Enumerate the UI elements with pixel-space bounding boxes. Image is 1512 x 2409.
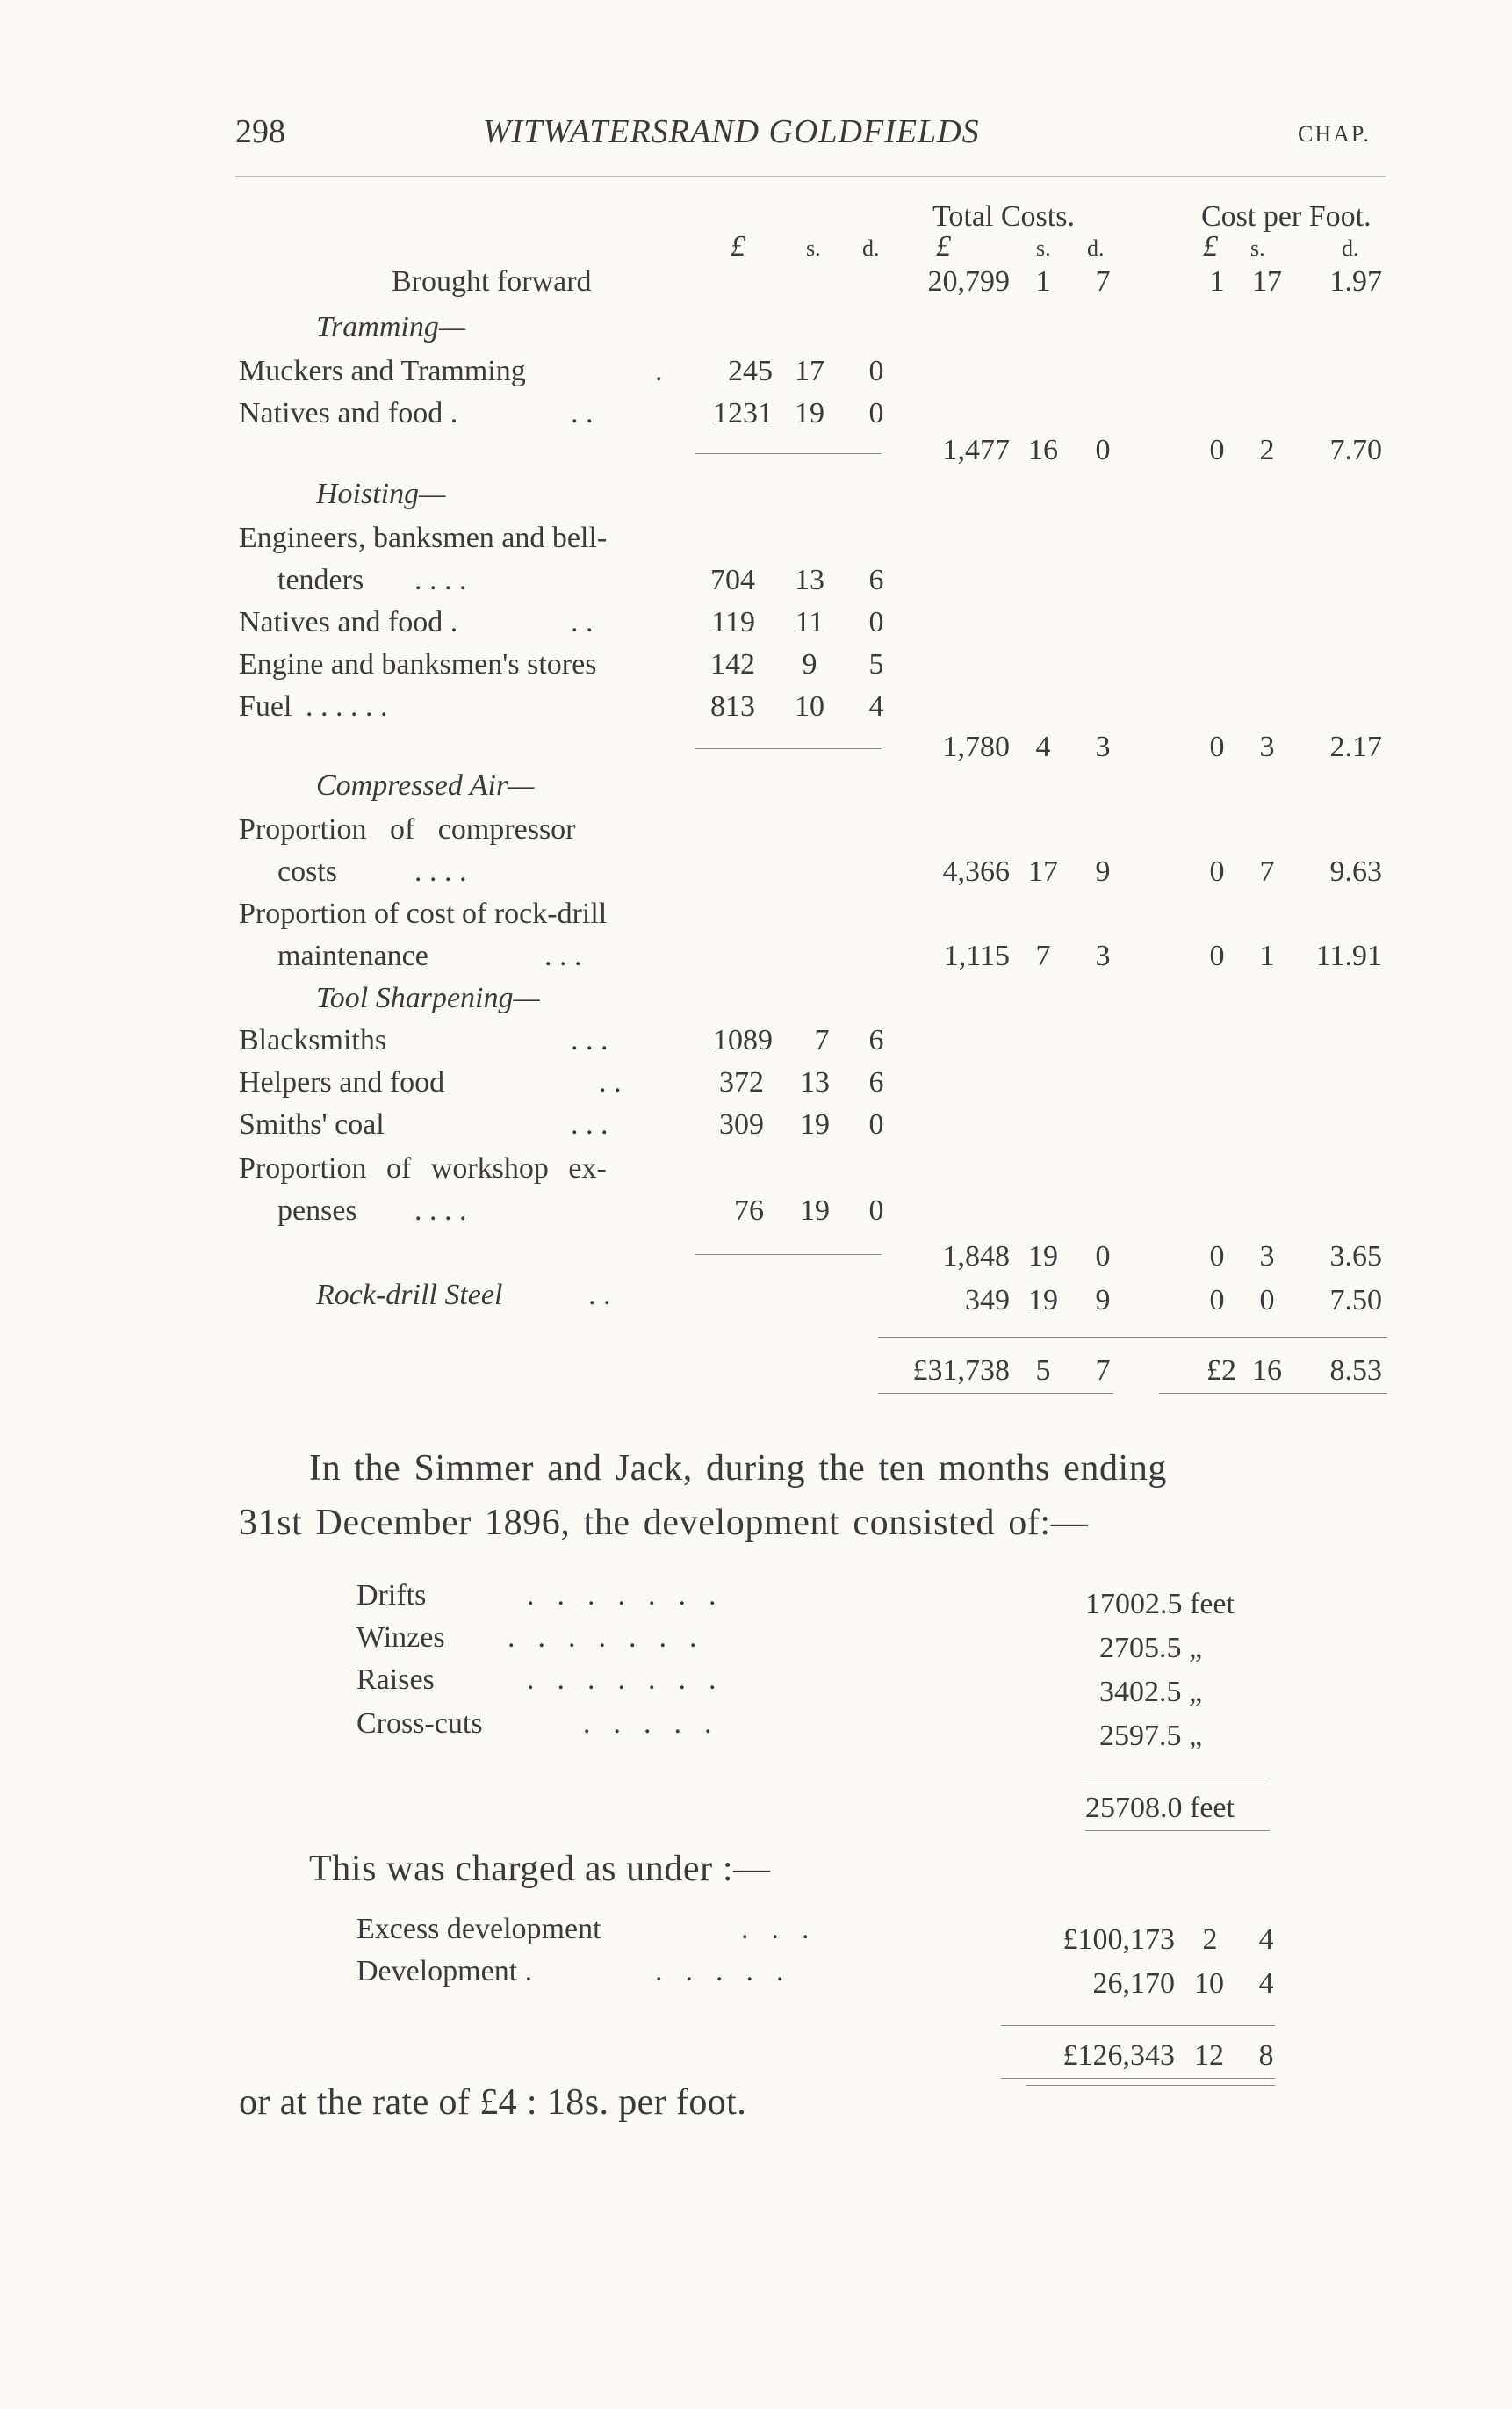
header-rule — [235, 176, 1386, 177]
hoisting-heading: Hoisting— — [316, 478, 446, 510]
steel-pf-pounds: 0 — [1209, 1284, 1225, 1316]
grand-total-pence: 7 — [1095, 1354, 1111, 1387]
col-pound-foot: £ — [1203, 230, 1218, 263]
compressed-air-pf-shillings: 7 — [1259, 855, 1275, 888]
col-shillings: s. — [806, 235, 821, 261]
steel-pf-pence: 7.50 — [1329, 1284, 1382, 1316]
grand-pf-shillings: 16 — [1252, 1354, 1282, 1387]
paragraph-1-line2: 31st December 1896, the development consisted of:— — [239, 1503, 1089, 1543]
hoisting-item-pence: 6 — [868, 564, 884, 596]
hoisting-item-pounds: 813 — [710, 690, 755, 723]
tool-item-pounds: 372 — [719, 1066, 764, 1099]
tramming-item-label: Natives and food . — [239, 397, 458, 429]
tramming-item-pence: 0 — [868, 397, 884, 429]
steel-total-pounds: 349 — [965, 1284, 1010, 1316]
charge-pounds: 26,170 — [1092, 1967, 1175, 2000]
development-dots: ....... — [508, 1621, 720, 1654]
grand-pf-pence: 8.53 — [1329, 1354, 1382, 1387]
hoisting-item-shillings: 9 — [802, 648, 817, 681]
hoisting-item-label: Fuel — [239, 690, 292, 723]
hoisting-item-dots: . . . . — [414, 564, 467, 596]
compressed-air-total-pence: 9 — [1095, 855, 1111, 888]
brought-forward-label: Brought forward — [392, 265, 592, 298]
tramming-pf-pence: 7.70 — [1329, 434, 1382, 466]
hoisting-item-pence: 0 — [868, 606, 884, 638]
workshop-pounds: 76 — [734, 1194, 764, 1227]
col-pound-total: £ — [936, 230, 951, 263]
development-value: 3402.5 „ — [1099, 1676, 1203, 1708]
tool-item-pounds: 309 — [719, 1108, 764, 1141]
hoisting-item-pounds: 119 — [711, 606, 755, 638]
tramming-item-dots: . — [655, 355, 663, 387]
development-label: Raises — [356, 1663, 435, 1696]
workshop-dots: . . . . — [414, 1194, 467, 1227]
charge-dots: ..... — [655, 1955, 807, 1987]
brought-forward-pf-shillings: 17 — [1252, 265, 1282, 298]
tool-pf-pence: 3.65 — [1329, 1240, 1382, 1273]
tool-pf-shillings: 3 — [1259, 1240, 1275, 1273]
rock-drill-total-shillings: 7 — [1035, 940, 1051, 972]
hoisting-item-pounds: 704 — [710, 564, 755, 596]
paragraph-2: This was charged as under :— — [309, 1849, 771, 1889]
rock-drill-pf-shillings: 1 — [1259, 940, 1275, 972]
col-pound: £ — [731, 230, 745, 263]
development-label: Cross-cuts — [356, 1707, 483, 1740]
development-label: Drifts — [356, 1579, 427, 1612]
col-shillings-foot: s. — [1250, 235, 1265, 261]
tool-subtotal-rule — [695, 1254, 882, 1255]
tool-item-pence: 0 — [868, 1108, 884, 1141]
tramming-item-label: Muckers and Tramming — [239, 355, 526, 387]
col-pence-foot: d. — [1342, 235, 1359, 261]
development-dots: ....... — [527, 1663, 739, 1696]
brought-forward-pounds: 20,799 — [927, 265, 1010, 298]
tool-total-pence: 0 — [1095, 1240, 1111, 1273]
tramming-subtotal-rule — [695, 453, 882, 454]
charge-label: Excess development — [356, 1913, 601, 1945]
development-total-underline — [1085, 1830, 1270, 1831]
hoisting-item-shillings: 11 — [795, 606, 824, 638]
tramming-item-shillings: 17 — [795, 355, 824, 387]
tramming-heading: Tramming— — [316, 311, 466, 343]
col-pence: d. — [862, 235, 880, 261]
compressed-air-line1: Proportion of compressor — [239, 813, 576, 846]
col-total-costs: Total Costs. — [932, 200, 1075, 233]
hoisting-item-shillings: 10 — [795, 690, 824, 723]
col-pence-total: d. — [1087, 235, 1105, 261]
hoisting-item-shillings: 13 — [795, 564, 824, 596]
tool-sharpening-heading: Tool Sharpening— — [316, 982, 540, 1014]
tool-item-shillings: 13 — [800, 1066, 830, 1099]
brought-forward-pf-pounds: 1 — [1209, 265, 1225, 298]
compressed-air-pf-pence: 9.63 — [1329, 855, 1382, 888]
tool-item-label: Blacksmiths — [239, 1024, 387, 1057]
charges-total-double-underline — [1026, 2085, 1275, 2086]
workshop-line2: penses — [277, 1194, 357, 1227]
paragraph-1-line1: In the Simmer and Jack, during the ten months ending — [309, 1448, 1168, 1489]
development-label: Winzes — [356, 1621, 445, 1654]
tool-total-shillings: 19 — [1028, 1240, 1058, 1273]
rock-drill-line1: Proportion of cost of rock-drill — [239, 898, 608, 930]
workshop-shillings: 19 — [800, 1194, 830, 1227]
grand-total-underline — [878, 1393, 1113, 1394]
development-total: 25708.0 feet — [1085, 1792, 1235, 1824]
page-number: 298 — [235, 113, 285, 150]
tramming-item-pence: 0 — [868, 355, 884, 387]
steel-total-shillings: 19 — [1028, 1284, 1058, 1316]
hoisting-pf-shillings: 3 — [1259, 731, 1275, 763]
rock-drill-total-pounds: 1,115 — [943, 940, 1010, 972]
charges-total-underline — [1001, 2078, 1275, 2079]
tool-item-shillings: 19 — [800, 1108, 830, 1141]
tool-item-pounds: 1089 — [713, 1024, 773, 1057]
charge-pence: 4 — [1258, 1967, 1274, 2000]
rock-drill-dots: . . . — [544, 940, 582, 972]
development-value: 17002.5 feet — [1085, 1588, 1235, 1620]
development-value: 2705.5 „ — [1099, 1632, 1203, 1664]
charge-shillings: 10 — [1194, 1967, 1224, 2000]
hoisting-item-label: Engine and banksmen's stores — [239, 648, 597, 681]
tool-item-dots: . . . — [571, 1108, 608, 1141]
rock-drill-pf-pence: 11.91 — [1315, 940, 1382, 972]
tool-item-dots: . . . — [571, 1024, 608, 1057]
hoisting-total-pence: 3 — [1095, 731, 1111, 763]
hoisting-item-dots: . . . . . . — [306, 690, 388, 723]
brought-forward-pence: 7 — [1095, 265, 1111, 298]
grand-total-shillings: 5 — [1035, 1354, 1051, 1387]
tramming-pf-pounds: 0 — [1209, 434, 1225, 466]
brought-forward-pf-pence: 1.97 — [1329, 265, 1382, 298]
tramming-item-pounds: 1231 — [713, 397, 773, 429]
tramming-total-shillings: 16 — [1028, 434, 1058, 466]
tool-item-pence: 6 — [868, 1024, 884, 1057]
hoisting-pf-pounds: 0 — [1209, 731, 1225, 763]
rock-drill-pf-pounds: 0 — [1209, 940, 1225, 972]
tool-item-label: Helpers and food — [239, 1066, 445, 1099]
col-shillings-total: s. — [1036, 235, 1051, 261]
rate-per-foot-line: or at the rate of £4 : 18s. per foot. — [239, 2082, 747, 2123]
steel-total-pence: 9 — [1095, 1284, 1111, 1316]
charges-total-pence: 8 — [1258, 2039, 1274, 2072]
tramming-total-pence: 0 — [1095, 434, 1111, 466]
rock-drill-steel-dots: . . — [588, 1279, 611, 1311]
compressed-air-pf-pounds: 0 — [1209, 855, 1225, 888]
development-value: 2597.5 „ — [1099, 1720, 1203, 1752]
development-dots: ..... — [583, 1707, 735, 1740]
steel-pf-shillings: 0 — [1259, 1284, 1275, 1316]
compressed-air-total-pounds: 4,366 — [942, 855, 1010, 888]
charge-pounds: £100,173 — [1062, 1923, 1175, 1956]
tool-total-pounds: 1,848 — [942, 1240, 1010, 1273]
charge-pence: 4 — [1258, 1923, 1274, 1956]
hoisting-item-pence: 4 — [868, 690, 884, 723]
hoisting-item-dots: . . — [571, 606, 594, 638]
compressed-air-dots: . . . . — [414, 855, 467, 888]
charges-rule — [1001, 2025, 1275, 2026]
hoisting-item-pounds: 142 — [710, 648, 755, 681]
charges-total-pounds: £126,343 — [1062, 2039, 1175, 2072]
tool-pf-pounds: 0 — [1209, 1240, 1225, 1273]
charges-total-shillings: 12 — [1194, 2039, 1224, 2072]
tramming-item-pounds: 245 — [728, 355, 773, 387]
chapter-label: CHAP. — [1298, 121, 1371, 147]
grand-total-rule — [878, 1337, 1387, 1338]
development-dots: ....... — [527, 1579, 739, 1612]
hoisting-line1: Engineers, banksmen and bell- — [239, 522, 608, 554]
workshop-pence: 0 — [868, 1194, 884, 1227]
charge-shillings: 2 — [1202, 1923, 1218, 1956]
col-cost-per-foot: Cost per Foot. — [1201, 200, 1372, 233]
compressed-air-total-shillings: 17 — [1028, 855, 1058, 888]
tool-item-pence: 6 — [868, 1066, 884, 1099]
hoisting-item-label: tenders — [277, 564, 364, 596]
tramming-total-pounds: 1,477 — [942, 434, 1010, 466]
workshop-line1: Proportion of workshop ex- — [239, 1152, 607, 1185]
tool-item-shillings: 7 — [814, 1024, 830, 1057]
hoisting-item-label: Natives and food . — [239, 606, 458, 638]
grand-pf-pounds: £2 — [1206, 1354, 1236, 1387]
grand-total-pounds: £31,738 — [912, 1354, 1010, 1387]
rock-drill-total-pence: 3 — [1095, 940, 1111, 972]
tool-item-dots: . . — [599, 1066, 622, 1099]
tramming-pf-shillings: 2 — [1259, 434, 1275, 466]
compressed-air-heading: Compressed Air— — [316, 769, 535, 802]
compressed-air-line2: costs — [277, 855, 337, 888]
running-title: WITWATERSRAND GOLDFIELDS — [483, 113, 980, 150]
hoisting-total-pounds: 1,780 — [942, 731, 1010, 763]
charge-dots: ... — [741, 1913, 832, 1945]
charge-label: Development . — [356, 1955, 533, 1987]
grand-pf-underline — [1159, 1393, 1387, 1394]
hoisting-total-shillings: 4 — [1035, 731, 1051, 763]
hoisting-item-pence: 5 — [868, 648, 884, 681]
tramming-item-shillings: 19 — [795, 397, 824, 429]
tool-item-label: Smiths' coal — [239, 1108, 385, 1141]
hoisting-pf-pence: 2.17 — [1329, 731, 1382, 763]
tramming-item-dots: . . — [571, 397, 594, 429]
brought-forward-shillings: 1 — [1035, 265, 1051, 298]
rock-drill-line2: maintenance — [277, 940, 428, 972]
hoisting-subtotal-rule — [695, 748, 882, 749]
rock-drill-steel-label: Rock-drill Steel — [316, 1279, 503, 1311]
